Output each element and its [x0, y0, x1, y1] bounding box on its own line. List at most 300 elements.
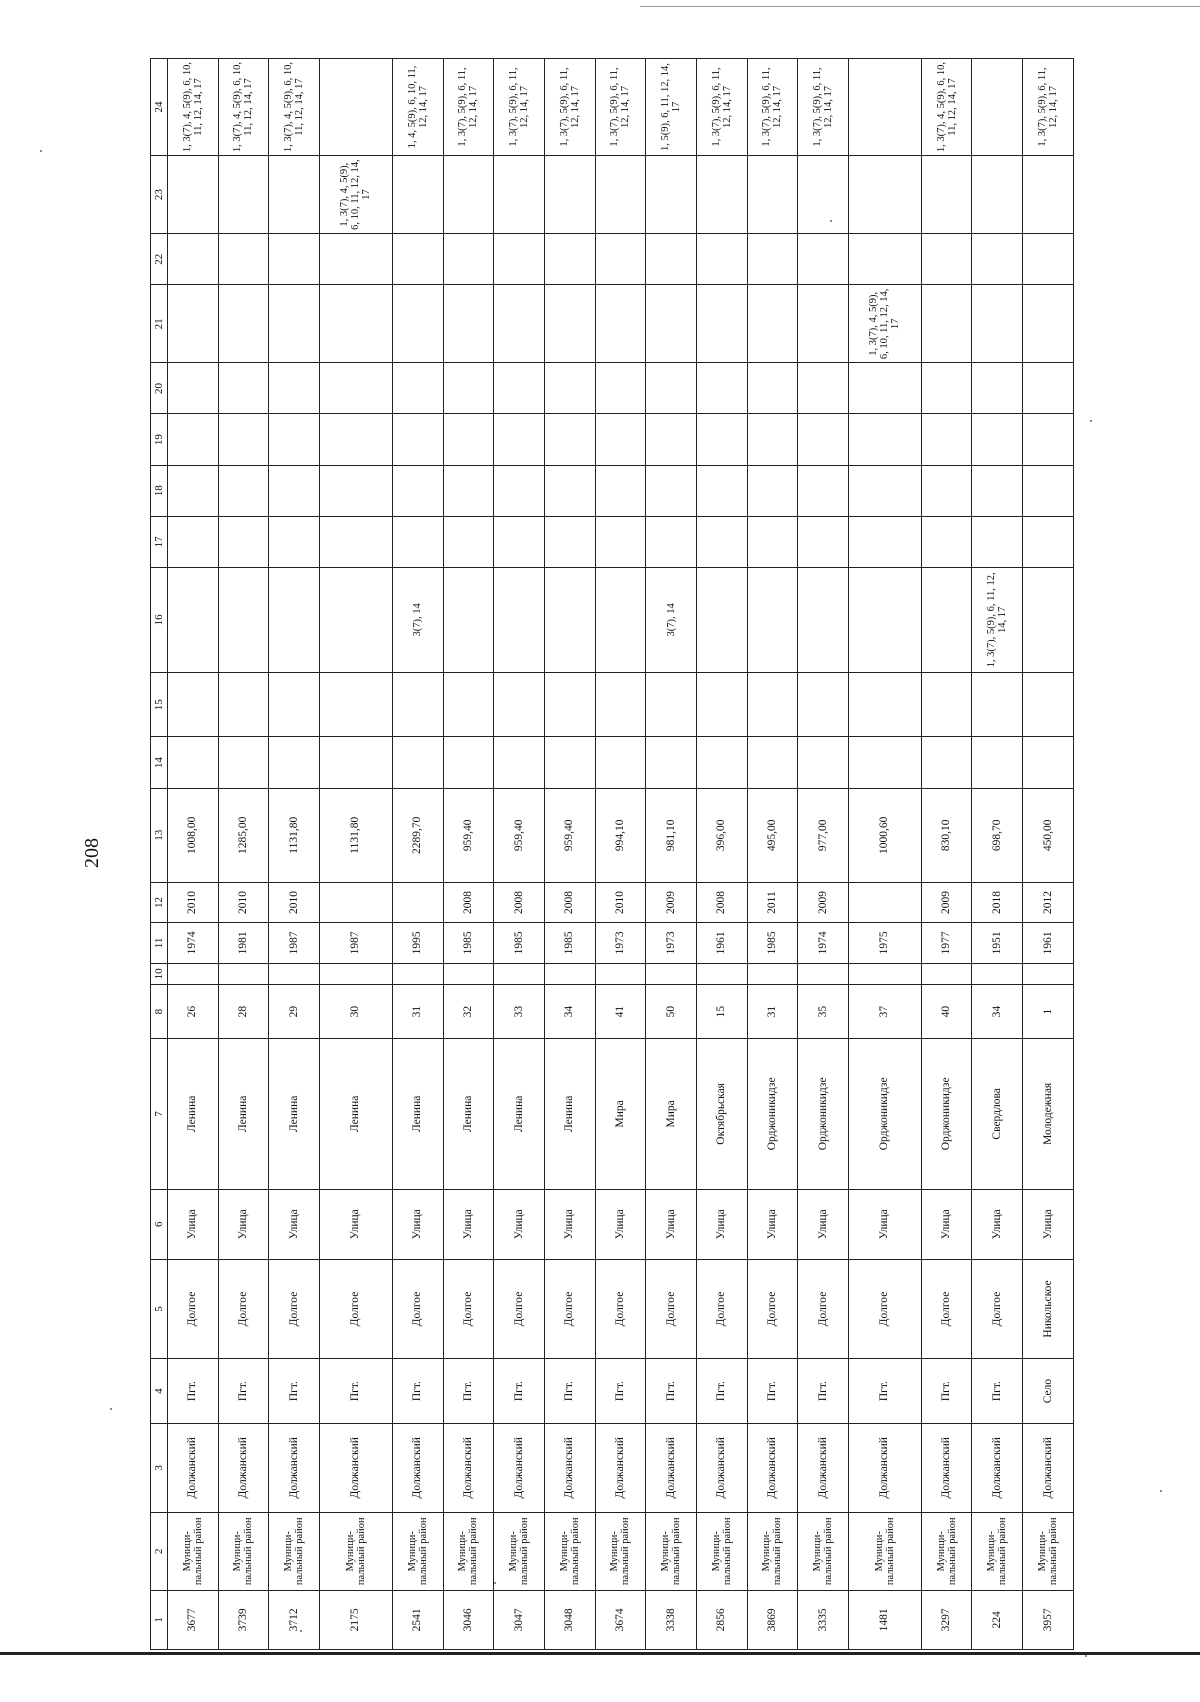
header-row: [151, 59, 168, 1650]
table-row: [972, 59, 1023, 1650]
cell-c1: 2541: [392, 1590, 443, 1649]
cell-c14: [319, 737, 392, 788]
cell-c3: Должанский: [747, 1423, 798, 1512]
cell-c23: [747, 156, 798, 234]
cell-c16: [494, 567, 545, 672]
cell-c12: 2008: [494, 882, 545, 922]
cell-c24: 1, 3(7), 5(9), 6, 11, 12, 14, 17: [443, 59, 494, 156]
cell-c24: 1, 3(7), 5(9), 6, 11, 12, 14, 17: [798, 59, 849, 156]
cell-c22: [443, 234, 494, 285]
column-header-7: 7: [151, 1038, 168, 1189]
cell-c8: 28: [218, 985, 269, 1039]
cell-c8: 34: [972, 985, 1023, 1039]
cell-c24: 1, 4, 5(9), 6, 10, 11, 12, 14, 17: [392, 59, 443, 156]
column-header-3: 3: [151, 1423, 168, 1512]
cell-c12: 2008: [443, 882, 494, 922]
cell-c20: [696, 363, 747, 414]
column-header-24: 24: [151, 59, 168, 156]
cell-c6: Улица: [921, 1189, 972, 1259]
table-row: [392, 59, 443, 1650]
cell-c2: Муници-пальный район: [168, 1512, 219, 1590]
cell-c21: [494, 285, 545, 363]
cell-c24: 1, 3(7), 5(9), 6, 11, 12, 14, 17: [494, 59, 545, 156]
cell-c23: [392, 156, 443, 234]
table-body: [168, 59, 1074, 1650]
cell-c20: [494, 363, 545, 414]
cell-c24: 1, 3(7), 4, 5(9), 6, 10, 11, 12, 14, 17: [269, 59, 320, 156]
column-header-22: 22: [151, 234, 168, 285]
cell-c12: [848, 882, 921, 922]
cell-c3: Должанский: [269, 1423, 320, 1512]
cell-c4: Пгт.: [798, 1359, 849, 1424]
column-header-20: 20: [151, 363, 168, 414]
cell-c6: Улица: [595, 1189, 646, 1259]
cell-c18: [319, 465, 392, 516]
cell-c18: [494, 465, 545, 516]
cell-c4: Пгт.: [443, 1359, 494, 1424]
cell-c21: [168, 285, 219, 363]
cell-c7: Молодежная: [1023, 1038, 1074, 1189]
cell-c16: [168, 567, 219, 672]
cell-c2: Муници-пальный район: [1023, 1512, 1074, 1590]
cell-c18: [798, 465, 849, 516]
cell-c19: [168, 414, 219, 465]
cell-c6: Улица: [1023, 1189, 1074, 1259]
cell-c10: [747, 963, 798, 985]
top-rule: [640, 6, 1200, 7]
cell-c7: Ленина: [494, 1038, 545, 1189]
table-row: [218, 59, 269, 1650]
cell-c1: 3338: [646, 1590, 697, 1649]
cell-c21: [218, 285, 269, 363]
cell-c12: 2010: [269, 882, 320, 922]
cell-c17: [269, 516, 320, 567]
cell-c12: 2008: [696, 882, 747, 922]
cell-c8: 33: [494, 985, 545, 1039]
cell-c12: 2010: [168, 882, 219, 922]
cell-c19: [595, 414, 646, 465]
cell-c15: [1023, 672, 1074, 737]
cell-c6: Улица: [443, 1189, 494, 1259]
cell-c3: Должанский: [392, 1423, 443, 1512]
cell-c10: [392, 963, 443, 985]
cell-c20: [269, 363, 320, 414]
cell-c10: [848, 963, 921, 985]
cell-c14: [218, 737, 269, 788]
cell-c11: 1985: [443, 923, 494, 963]
cell-c5: Долгое: [319, 1259, 392, 1359]
cell-c12: 2009: [646, 882, 697, 922]
cell-c4: Пгт.: [848, 1359, 921, 1424]
cell-c1: 3335: [798, 1590, 849, 1649]
scan-speck: [300, 1630, 302, 1632]
cell-c4: Пгт.: [269, 1359, 320, 1424]
cell-c20: [443, 363, 494, 414]
cell-c14: [798, 737, 849, 788]
cell-c20: [392, 363, 443, 414]
cell-c18: [443, 465, 494, 516]
cell-c19: [747, 414, 798, 465]
cell-c17: [544, 516, 595, 567]
table-row: [595, 59, 646, 1650]
cell-c4: Пгт.: [696, 1359, 747, 1424]
cell-c22: [319, 234, 392, 285]
column-header-5: 5: [151, 1259, 168, 1359]
cell-c13: 1131,80: [269, 788, 320, 882]
cell-c24: 1, 3(7), 5(9), 6, 11, 12, 14, 17: [696, 59, 747, 156]
cell-c23: [218, 156, 269, 234]
cell-c20: [168, 363, 219, 414]
cell-c21: [319, 285, 392, 363]
cell-c3: Должанский: [1023, 1423, 1074, 1512]
cell-c20: [319, 363, 392, 414]
cell-c16: [319, 567, 392, 672]
cell-c15: [595, 672, 646, 737]
column-header-11: 11: [151, 923, 168, 963]
cell-c20: [972, 363, 1023, 414]
cell-c17: [443, 516, 494, 567]
cell-c10: [972, 963, 1023, 985]
cell-c6: Улица: [494, 1189, 545, 1259]
cell-c15: [972, 672, 1023, 737]
cell-c23: [443, 156, 494, 234]
cell-c6: Улица: [696, 1189, 747, 1259]
cell-c7: Орджоникидзе: [921, 1038, 972, 1189]
cell-c15: [168, 672, 219, 737]
cell-c14: [168, 737, 219, 788]
cell-c13: 1000,60: [848, 788, 921, 882]
cell-c5: Долгое: [392, 1259, 443, 1359]
cell-c22: [848, 234, 921, 285]
cell-c18: [595, 465, 646, 516]
cell-c21: [443, 285, 494, 363]
cell-c5: Долгое: [747, 1259, 798, 1359]
cell-c15: [798, 672, 849, 737]
cell-c6: Улица: [319, 1189, 392, 1259]
cell-c20: [798, 363, 849, 414]
table-row: [168, 59, 219, 1650]
cell-c17: [494, 516, 545, 567]
cell-c10: [544, 963, 595, 985]
cell-c21: 1, 3(7), 4, 5(9), 6, 10, 11, 12, 14, 17: [848, 285, 921, 363]
cell-c8: 31: [392, 985, 443, 1039]
cell-c10: [646, 963, 697, 985]
cell-c24: 1, 3(7), 5(9), 6, 11, 12, 14, 17: [1023, 59, 1074, 156]
column-header-1: 1: [151, 1590, 168, 1649]
cell-c11: 1975: [848, 923, 921, 963]
scan-speck: [1085, 1655, 1087, 1657]
cell-c11: 1985: [544, 923, 595, 963]
cell-c19: [696, 414, 747, 465]
column-header-18: 18: [151, 465, 168, 516]
cell-c17: [972, 516, 1023, 567]
cell-c16: [443, 567, 494, 672]
table-row: [747, 59, 798, 1650]
cell-c22: [392, 234, 443, 285]
cell-c4: Пгт.: [595, 1359, 646, 1424]
cell-c12: 2012: [1023, 882, 1074, 922]
cell-c16: 3(7), 14: [392, 567, 443, 672]
cell-c12: 2011: [747, 882, 798, 922]
cell-c16: [921, 567, 972, 672]
cell-c6: Улица: [392, 1189, 443, 1259]
cell-c18: [218, 465, 269, 516]
cell-c4: Пгт.: [972, 1359, 1023, 1424]
bottom-rule: [0, 1652, 1200, 1655]
cell-c23: [168, 156, 219, 234]
cell-c4: Село: [1023, 1359, 1074, 1424]
cell-c18: [392, 465, 443, 516]
cell-c2: Муници-пальный район: [595, 1512, 646, 1590]
cell-c12: 2009: [798, 882, 849, 922]
cell-c1: 3297: [921, 1590, 972, 1649]
cell-c17: [392, 516, 443, 567]
cell-c5: Долгое: [798, 1259, 849, 1359]
cell-c20: [595, 363, 646, 414]
cell-c8: 50: [646, 985, 697, 1039]
cell-c21: [544, 285, 595, 363]
cell-c1: 2175: [319, 1590, 392, 1649]
cell-c4: Пгт.: [392, 1359, 443, 1424]
cell-c10: [319, 963, 392, 985]
cell-c14: [696, 737, 747, 788]
cell-c7: Ленина: [168, 1038, 219, 1189]
cell-c24: [319, 59, 392, 156]
cell-c14: [269, 737, 320, 788]
cell-c10: [168, 963, 219, 985]
cell-c12: [392, 882, 443, 922]
cell-c18: [972, 465, 1023, 516]
cell-c13: 830,10: [921, 788, 972, 882]
cell-c3: Должанский: [544, 1423, 595, 1512]
rotated-table-container: [150, 58, 1074, 1650]
table-row: [443, 59, 494, 1650]
cell-c7: Мира: [646, 1038, 697, 1189]
cell-c12: 2008: [544, 882, 595, 922]
column-header-12: 12: [151, 882, 168, 922]
scan-speck: [830, 220, 832, 222]
cell-c22: [972, 234, 1023, 285]
cell-c11: 1977: [921, 923, 972, 963]
column-header-10: 10: [151, 963, 168, 985]
cell-c14: [848, 737, 921, 788]
cell-c1: 2856: [696, 1590, 747, 1649]
cell-c8: 34: [544, 985, 595, 1039]
column-header-4: 4: [151, 1359, 168, 1424]
cell-c22: [494, 234, 545, 285]
cell-c6: Улица: [218, 1189, 269, 1259]
cell-c13: 450,00: [1023, 788, 1074, 882]
table-row: [544, 59, 595, 1650]
cell-c8: 32: [443, 985, 494, 1039]
table-row: [269, 59, 320, 1650]
cell-c23: [921, 156, 972, 234]
cell-c10: [218, 963, 269, 985]
cell-c7: Орджоникидзе: [747, 1038, 798, 1189]
cell-c1: 3674: [595, 1590, 646, 1649]
cell-c21: [392, 285, 443, 363]
cell-c5: Долгое: [595, 1259, 646, 1359]
cell-c24: 1, 3(7), 4, 5(9), 6, 10, 11, 12, 14, 17: [218, 59, 269, 156]
cell-c5: Долгое: [921, 1259, 972, 1359]
table-row: [921, 59, 972, 1650]
cell-c14: [595, 737, 646, 788]
cell-c19: [443, 414, 494, 465]
cell-c6: Улица: [168, 1189, 219, 1259]
cell-c23: [972, 156, 1023, 234]
cell-c24: 1, 3(7), 4, 5(9), 6, 10, 11, 12, 14, 17: [168, 59, 219, 156]
cell-c6: Улица: [972, 1189, 1023, 1259]
cell-c18: [544, 465, 595, 516]
cell-c8: 29: [269, 985, 320, 1039]
cell-c15: [921, 672, 972, 737]
cell-c17: [218, 516, 269, 567]
cell-c6: Улица: [544, 1189, 595, 1259]
cell-c18: [646, 465, 697, 516]
cell-c14: [392, 737, 443, 788]
cell-c8: 41: [595, 985, 646, 1039]
cell-c4: Пгт.: [168, 1359, 219, 1424]
column-header-16: 16: [151, 567, 168, 672]
cell-c22: [1023, 234, 1074, 285]
cell-c23: 1, 3(7), 4, 5(9), 6, 10, 11, 12, 14, 17: [319, 156, 392, 234]
cell-c16: [595, 567, 646, 672]
cell-c3: Должанский: [972, 1423, 1023, 1512]
cell-c24: 1, 5(9), 6, 11, 12, 14, 17: [646, 59, 697, 156]
cell-c15: [696, 672, 747, 737]
cell-c11: 1987: [319, 923, 392, 963]
cell-c3: Должанский: [921, 1423, 972, 1512]
cell-c16: [269, 567, 320, 672]
cell-c12: 2010: [218, 882, 269, 922]
column-header-23: 23: [151, 156, 168, 234]
cell-c18: [696, 465, 747, 516]
cell-c24: 1, 3(7), 5(9), 6, 11, 12, 14, 17: [544, 59, 595, 156]
cell-c2: Муници-пальный район: [798, 1512, 849, 1590]
cell-c2: Муници-пальный район: [319, 1512, 392, 1590]
page-number: 208: [81, 838, 103, 868]
cell-c13: 698,70: [972, 788, 1023, 882]
cell-c7: Ленина: [544, 1038, 595, 1189]
cell-c5: Долгое: [696, 1259, 747, 1359]
cell-c17: [168, 516, 219, 567]
cell-c1: 1481: [848, 1590, 921, 1649]
cell-c19: [798, 414, 849, 465]
cell-c4: Пгт.: [646, 1359, 697, 1424]
cell-c22: [747, 234, 798, 285]
cell-c23: [1023, 156, 1074, 234]
cell-c17: [747, 516, 798, 567]
cell-c15: [443, 672, 494, 737]
cell-c18: [269, 465, 320, 516]
cell-c7: Мира: [595, 1038, 646, 1189]
cell-c24: 1, 3(7), 5(9), 6, 11, 12, 14, 17: [747, 59, 798, 156]
column-header-6: 6: [151, 1189, 168, 1259]
cell-c6: Улица: [269, 1189, 320, 1259]
cell-c11: 1961: [1023, 923, 1074, 963]
cell-c13: 959,40: [544, 788, 595, 882]
cell-c19: [494, 414, 545, 465]
cell-c3: Должанский: [798, 1423, 849, 1512]
cell-c3: Должанский: [494, 1423, 545, 1512]
cell-c11: 1973: [646, 923, 697, 963]
cell-c14: [921, 737, 972, 788]
cell-c5: Долгое: [972, 1259, 1023, 1359]
cell-c5: Долгое: [646, 1259, 697, 1359]
cell-c3: Должанский: [218, 1423, 269, 1512]
cell-c17: [848, 516, 921, 567]
cell-c15: [544, 672, 595, 737]
cell-c22: [218, 234, 269, 285]
table-row: [696, 59, 747, 1650]
cell-c12: [319, 882, 392, 922]
table-row: [798, 59, 849, 1650]
cell-c23: [696, 156, 747, 234]
cell-c17: [921, 516, 972, 567]
cell-c24: 1, 3(7), 5(9), 6, 11, 12, 14, 17: [595, 59, 646, 156]
cell-c14: [494, 737, 545, 788]
cell-c6: Улица: [646, 1189, 697, 1259]
cell-c7: Ленина: [443, 1038, 494, 1189]
cell-c5: Долгое: [494, 1259, 545, 1359]
cell-c20: [544, 363, 595, 414]
cell-c1: 3869: [747, 1590, 798, 1649]
cell-c15: [392, 672, 443, 737]
cell-c7: Свердлова: [972, 1038, 1023, 1189]
cell-c6: Улица: [747, 1189, 798, 1259]
cell-c13: 396,00: [696, 788, 747, 882]
cell-c5: Долгое: [269, 1259, 320, 1359]
cell-c13: 1285,00: [218, 788, 269, 882]
cell-c17: [646, 516, 697, 567]
cell-c20: [646, 363, 697, 414]
cell-c1: 3712: [269, 1590, 320, 1649]
cell-c21: [747, 285, 798, 363]
cell-c3: Должанский: [848, 1423, 921, 1512]
cell-c1: 3046: [443, 1590, 494, 1649]
cell-c10: [696, 963, 747, 985]
cell-c17: [696, 516, 747, 567]
cell-c1: 224: [972, 1590, 1023, 1649]
cell-c13: 1008,00: [168, 788, 219, 882]
cell-c8: 15: [696, 985, 747, 1039]
cell-c5: Долгое: [443, 1259, 494, 1359]
cell-c3: Должанский: [646, 1423, 697, 1512]
cell-c19: [392, 414, 443, 465]
cell-c20: [747, 363, 798, 414]
table-row: [319, 59, 392, 1650]
cell-c11: 1995: [392, 923, 443, 963]
cell-c2: Муници-пальный район: [747, 1512, 798, 1590]
cell-c24: [972, 59, 1023, 156]
cell-c11: 1973: [595, 923, 646, 963]
cell-c8: 26: [168, 985, 219, 1039]
cell-c1: 3739: [218, 1590, 269, 1649]
cell-c8: 30: [319, 985, 392, 1039]
cell-c21: [1023, 285, 1074, 363]
cell-c7: Ленина: [218, 1038, 269, 1189]
cell-c24: [848, 59, 921, 156]
scan-speck: [110, 1408, 112, 1410]
cell-c13: 981,10: [646, 788, 697, 882]
cell-c17: [1023, 516, 1074, 567]
cell-c16: [696, 567, 747, 672]
cell-c4: Пгт.: [218, 1359, 269, 1424]
cell-c18: [921, 465, 972, 516]
cell-c19: [972, 414, 1023, 465]
cell-c4: Пгт.: [921, 1359, 972, 1424]
cell-c12: 2010: [595, 882, 646, 922]
